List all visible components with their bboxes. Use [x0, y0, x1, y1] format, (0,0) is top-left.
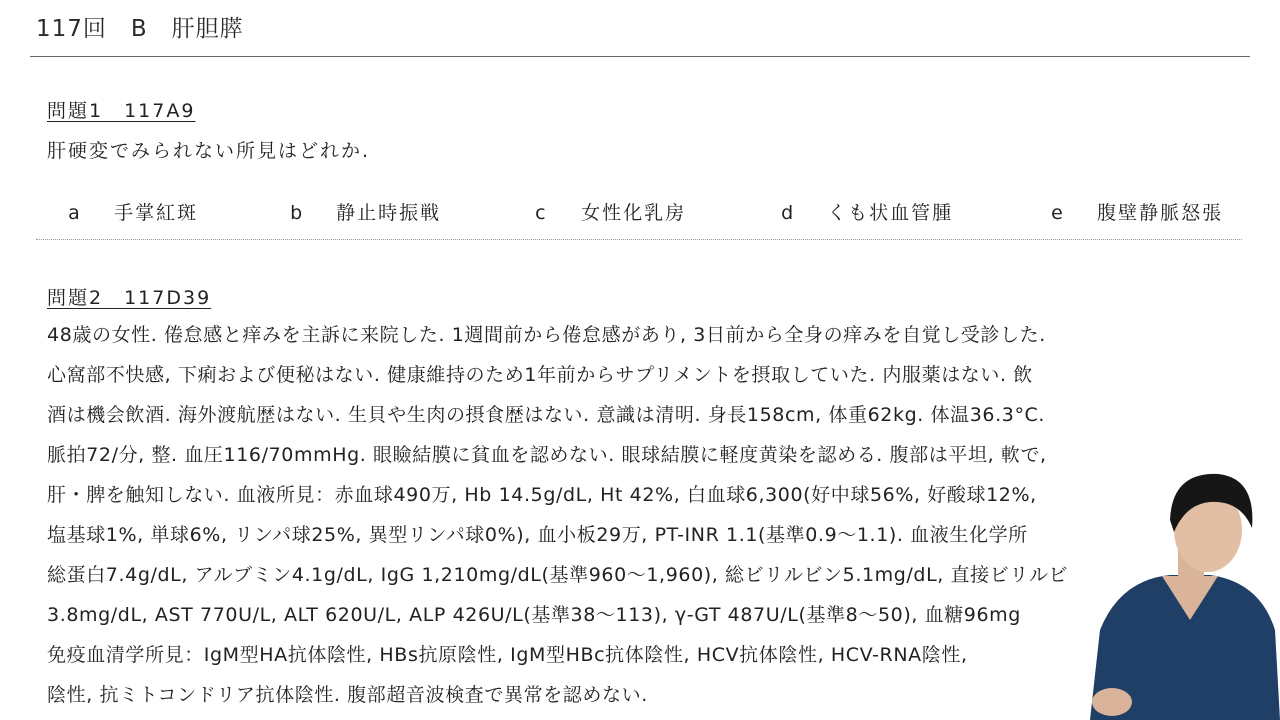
choice-letter: d [781, 202, 796, 224]
question2-line: 酒は機会飲酒. 海外渡航歴はない. 生貝や生肉の摂食歴はない. 意識は清明. 身長158cm, 体重62kg. 体温36.3°C. [47, 404, 1046, 426]
question2-line: 総蛋白7.4g/dL, アルブミン4.1g/dL, IgG 1,210mg/dL(基準960〜1,960), 総ビリルビン5.1mg/dL, 直接ビリルビ [47, 564, 1069, 586]
choice-letter: c [535, 202, 548, 224]
choice-letter: b [290, 202, 305, 224]
question2-heading: 問題2 117D39 [47, 287, 212, 309]
question2-line: 免疫血清学所見：IgM型HA抗体陰性, HBs抗原陰性, IgM型HBc抗体陰性, HCV抗体陰性, HCV-RNA陰性, [47, 644, 968, 666]
question2-line: 脈拍72/分, 整. 血圧116/70mmHg. 眼瞼結膜に貧血を認めない. 眼球結膜に軽度黄染を認める. 腹部は平坦, 軟で, [47, 444, 1047, 466]
choice-text: 女性化乳房 [581, 202, 687, 224]
choice-b [274, 176, 441, 225]
question2-line: 塩基球1%, 単球6%, リンパ球25%, 異型リンパ球0%), 血小板29万, PT-INR 1.1(基準0.9〜1.1). 血液生化学所 [47, 524, 1028, 546]
title-divider [30, 56, 1250, 57]
choice-letter: e [1051, 202, 1065, 224]
choice-text: 腹壁静脈怒張 [1097, 202, 1224, 224]
question2-line: 3.8mg/dL, AST 770U/L, ALT 620U/L, ALP 426U/L(基準38〜113), γ-GT 487U/L(基準8〜50), 血糖96mg [47, 604, 1021, 626]
question2-line: 心窩部不快感, 下痢および便秘はない. 健康維持のため1年前からサプリメントを摂取していた. 内服薬はない. 飲 [47, 364, 1033, 386]
presenter-video-overlay [1090, 470, 1280, 720]
page-title: 117回 B 肝胆膵 [36, 16, 244, 42]
choice-text: くも状血管腫 [827, 202, 954, 224]
question2-line: 肝・脾を触知しない. 血液所見：赤血球490万, Hb 14.5g/dL, Ht 42%, 白血球6,300(好中球56%, 好酸球12%, [47, 484, 1037, 506]
choice-letter: a [68, 202, 82, 224]
choice-text: 手掌紅斑 [114, 202, 199, 224]
choice-a [52, 176, 198, 225]
choice-e [1035, 176, 1223, 225]
question2-line: 陰性, 抗ミトコンドリア抗体陰性. 腹部超音波検査で異常を認めない. [47, 684, 648, 706]
question1-stem: 肝硬変でみられない所見はどれか. [47, 140, 371, 162]
choice-c [519, 176, 686, 225]
question2-line: 48歳の女性. 倦怠感と痒みを主訴に来院した. 1週間前から倦怠感があり, 3日前から全身の痒みを自覚し受診した. [47, 324, 1046, 346]
section-divider [36, 239, 1242, 240]
choice-text: 静止時振戦 [336, 202, 442, 224]
question1-heading: 問題1 117A9 [47, 100, 196, 122]
choice-d [765, 176, 953, 225]
presenter-hand [1092, 688, 1132, 716]
